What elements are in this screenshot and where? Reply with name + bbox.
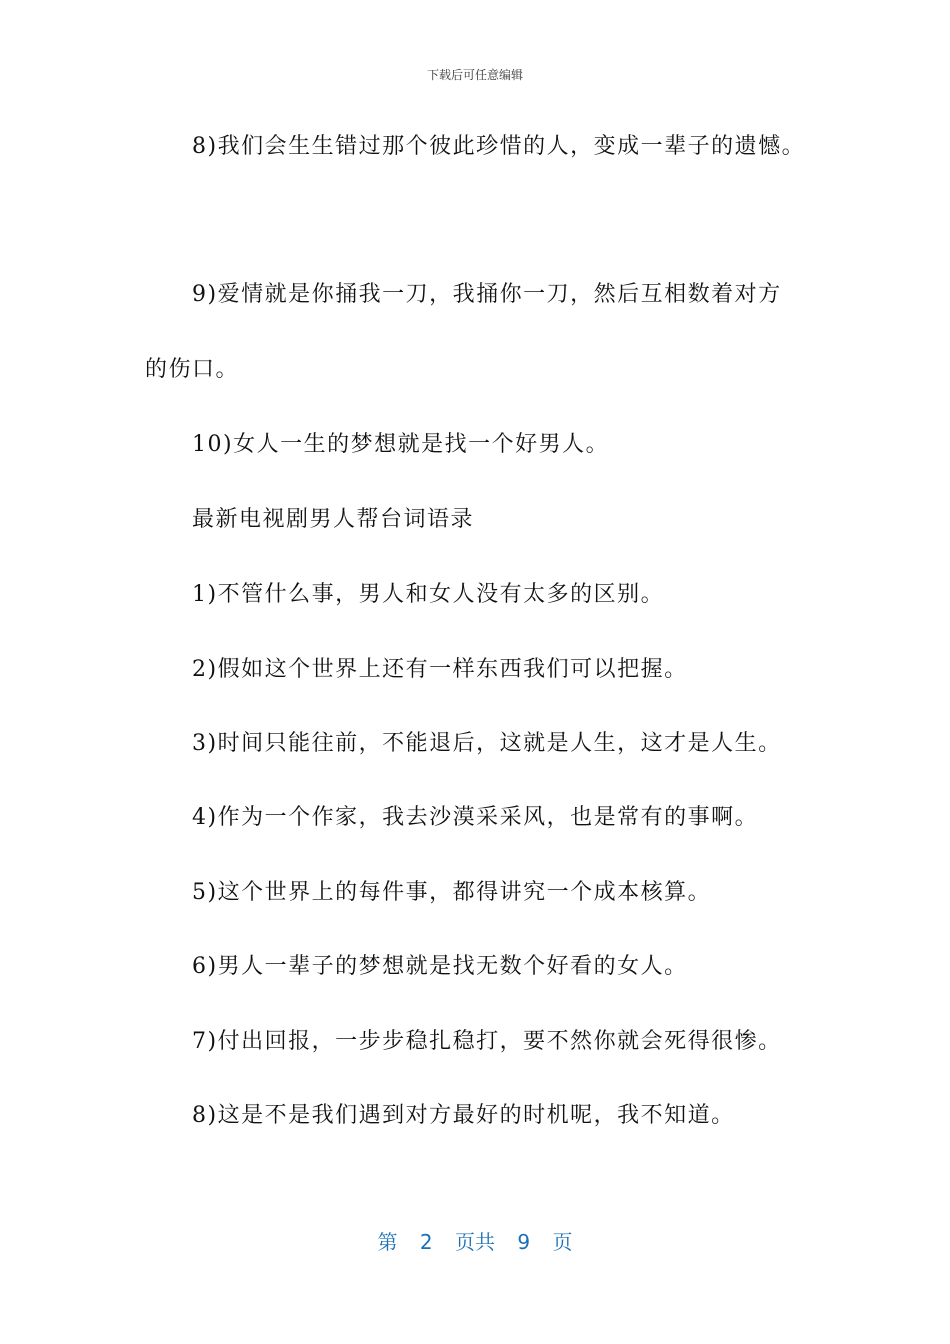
text-line: 10)女人一生的梦想就是找一个好男人。 bbox=[192, 432, 610, 457]
text-line: 6)男人一辈子的梦想就是找无数个好看的女人。 bbox=[192, 954, 688, 979]
footer-prefix: 第 bbox=[377, 1230, 398, 1254]
text-line: 8)这是不是我们遇到对方最好的时机呢，我不知道。 bbox=[192, 1103, 735, 1128]
text-line: 3)时间只能往前，不能退后，这就是人生，这才是人生。 bbox=[192, 731, 782, 756]
text-line: 4)作为一个作家，我去沙漠采采风，也是常有的事啊。 bbox=[192, 805, 759, 830]
page-footer bbox=[0, 1226, 950, 1255]
section-heading: 最新电视剧男人帮台词语录 bbox=[192, 507, 475, 532]
text-line: 1)不管什么事，男人和女人没有太多的区别。 bbox=[192, 582, 665, 607]
footer-suffix: 页 bbox=[552, 1230, 573, 1254]
footer-middle: 页共 bbox=[455, 1230, 495, 1254]
text-line: 9)爱情就是你捅我一刀，我捅你一刀，然后互相数着对方 bbox=[192, 282, 782, 307]
text-line: 2)假如这个世界上还有一样东西我们可以把握。 bbox=[192, 657, 688, 682]
text-line: 7)付出回报，一步步稳扎稳打，要不然你就会死得很惨。 bbox=[192, 1029, 782, 1054]
text-line: 5)这个世界上的每件事，都得讲究一个成本核算。 bbox=[192, 880, 712, 905]
header-note: 下载后可任意编辑 bbox=[426, 68, 523, 82]
text-line: 8)我们会生生错过那个彼此珍惜的人，变成一辈子的遗憾。 bbox=[192, 134, 806, 159]
text-line: 的伤口。 bbox=[145, 357, 240, 382]
footer-current-page: 2 bbox=[419, 1230, 433, 1254]
footer-total-pages: 9 bbox=[517, 1230, 531, 1254]
